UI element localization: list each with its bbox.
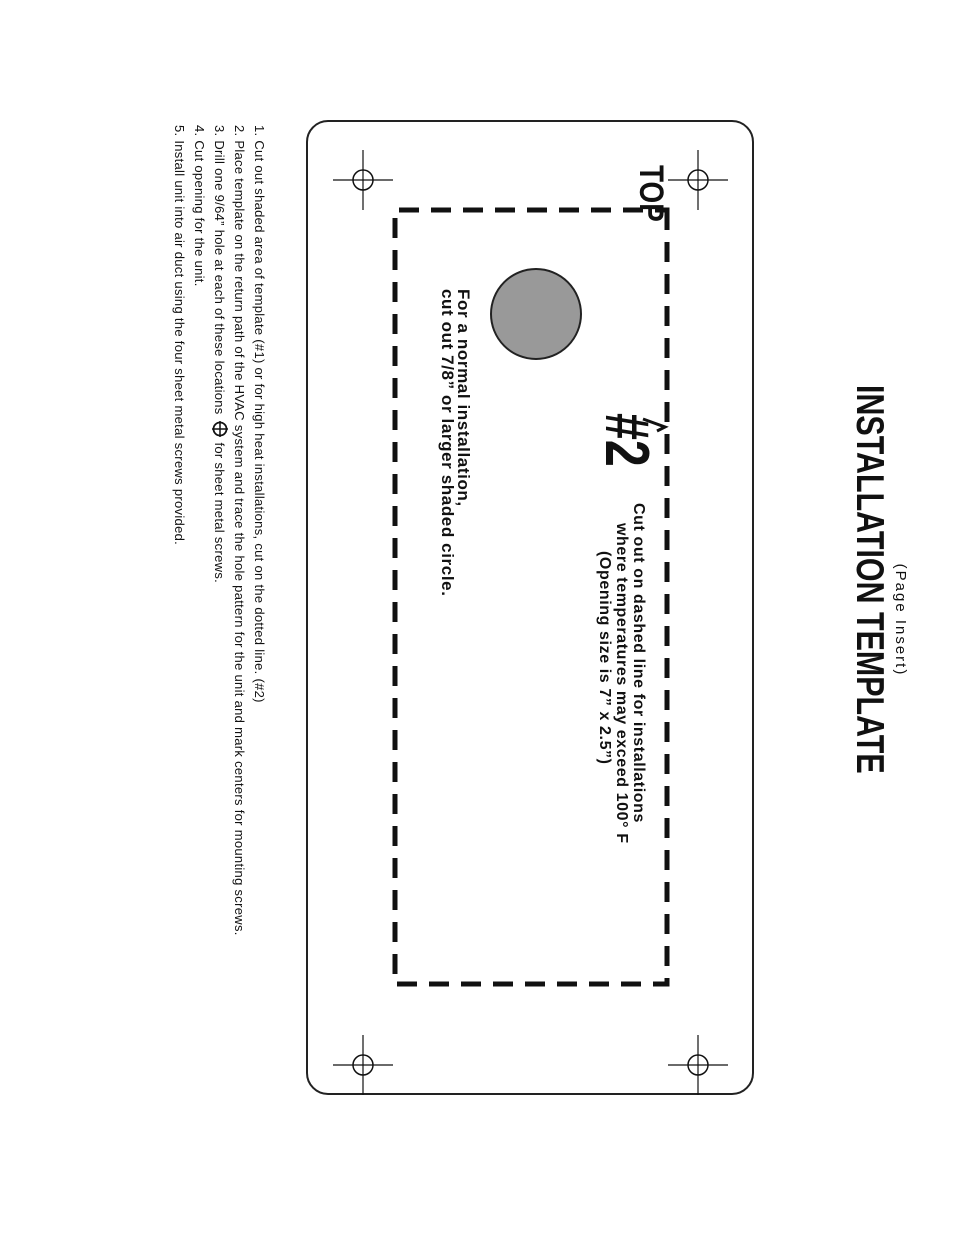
normal-install-line: cut out 7/8” or larger shaded circle. — [438, 289, 457, 597]
shaded-circle-cutout — [490, 268, 582, 360]
page-title: INSTALLATION TEMPLATE — [848, 385, 891, 774]
normal-install-note — [439, 289, 471, 689]
high-heat-line: Cut out on dashed line for installations — [630, 503, 647, 824]
instruction-step-text: for sheet metal screws. — [212, 442, 227, 584]
screw-mark-crosshair-icon — [668, 1035, 728, 1095]
screw-mark-crosshair-icon — [333, 1035, 393, 1095]
instruction-step-text: 3. Drill one 9/64” hole at each of these locations — [212, 125, 227, 415]
screw-mark-crosshair-icon — [668, 150, 728, 210]
top-label: TOP — [632, 165, 670, 222]
normal-install-line: For a normal installation, — [454, 289, 473, 507]
page-subtitle: (Page Insert) — [892, 563, 909, 677]
high-heat-line: where temperatures may exceed 100° F — [613, 523, 630, 844]
instruction-step: 4. Cut opening for the unit. — [192, 125, 207, 287]
crosshair-circle-icon — [212, 421, 228, 437]
high-heat-line: (Opening size is 7” x 2.5”) — [596, 551, 613, 765]
instruction-step: 2. Place template on the return path of the HVAC system and trace the hole pattern for the unit and mark centers for mounting screws. — [232, 125, 247, 936]
high-heat-note — [596, 503, 647, 973]
screw-mark-crosshair-icon — [333, 150, 393, 210]
instruction-step — [209, 125, 229, 1175]
instruction-step: 5. Install unit into air duct using the four sheet metal screws provided. — [172, 125, 187, 546]
instruction-step: 1. Cut out shaded area of template (#1) or for high heat installations, cut on the dotted line. (#2) — [252, 125, 267, 703]
cutout-number-label: #2 — [592, 413, 661, 467]
instructions-list — [169, 125, 269, 1175]
